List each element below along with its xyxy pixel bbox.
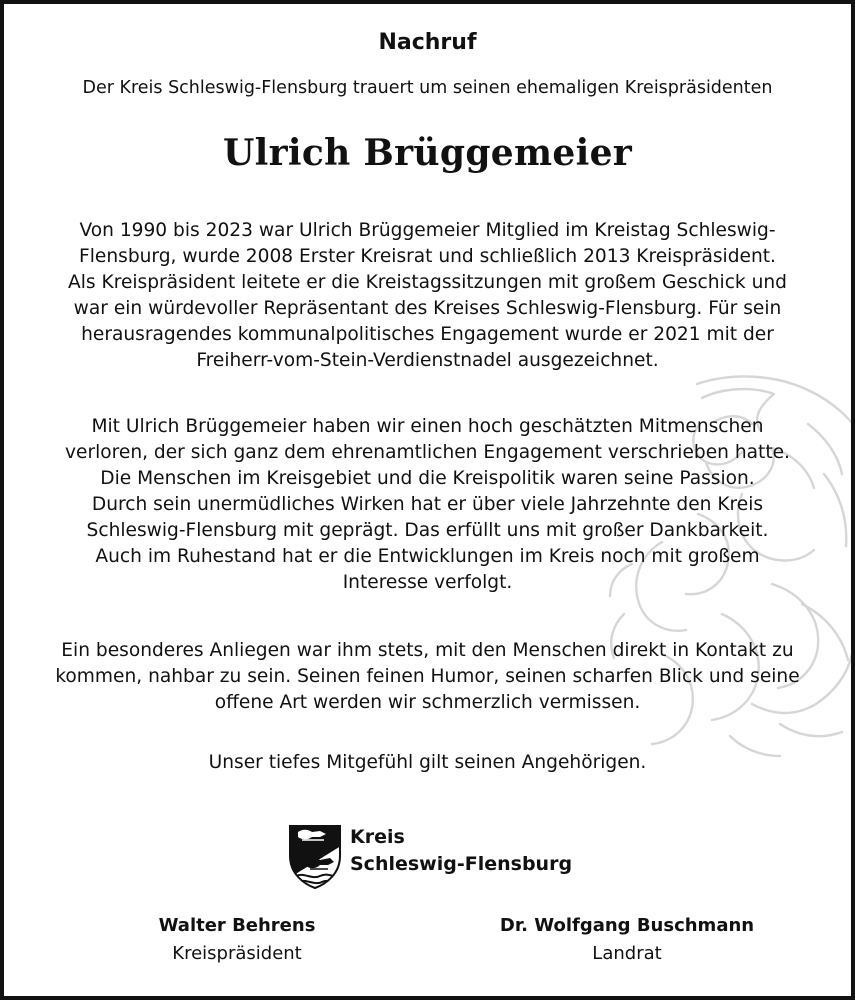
text-line: Die Menschen im Kreisgebiet und die Kreispolitik waren seine Passion.	[100, 468, 755, 489]
text-line: Interesse verfolgt.	[342, 572, 513, 593]
signatory-president	[122, 912, 352, 968]
text-line: kommen, nahbar zu sein. Seinen feinen Humor, seinen scharfen Blick und seine	[55, 666, 800, 687]
text-line: Ein besonderes Anliegen war ihm stets, mit den Menschen direkt in Kontakt zu	[61, 640, 794, 661]
text-line: Auch im Ruhestand hat er die Entwicklungen im Kreis noch mit großem	[95, 546, 760, 567]
text-line: Als Kreispräsident leitete er die Kreistagssitzungen mit großem Geschick und	[68, 272, 787, 293]
coat-of-arms-icon	[286, 822, 344, 890]
notice-intro: Der Kreis Schleswig-Flensburg trauert um seinen ehemaligen Kreispräsidenten	[82, 78, 773, 98]
paragraph-condolence	[44, 750, 811, 776]
paragraph-tribute	[44, 414, 811, 596]
paragraph-personal	[44, 638, 811, 716]
text-line: war ein würdevoller Repräsentant des Kreises Schleswig-Flensburg. Für sein	[73, 298, 782, 319]
district-logo	[286, 822, 572, 892]
district-name	[350, 824, 572, 878]
signatory-name: Dr. Wolfgang Buschmann	[499, 915, 755, 936]
signatory-landrat	[482, 912, 772, 968]
text-line: Mit Ulrich Brüggemeier haben wir einen hoch geschätzten Mitmenschen	[91, 416, 764, 437]
text-line: verloren, der sich ganz dem ehrenamtlichen Engagement verschrieben hatte.	[65, 442, 790, 463]
text-line: herausragendes kommunalpolitisches Engagement wurde er 2021 mit der	[81, 324, 774, 345]
logo-line-kreis: Kreis	[350, 826, 405, 848]
text-line: Durch sein unermüdliches Wirken hat er über viele Jahrzehnte den Kreis	[91, 494, 764, 515]
signatory-title: Kreispräsident	[172, 943, 302, 964]
text-line: Unser tiefes Mitgefühl gilt seinen Angehörigen.	[208, 752, 647, 773]
deceased-name: Ulrich Brüggemeier	[222, 132, 633, 174]
paragraph-career	[44, 218, 811, 374]
text-line: offene Art werden wir schmerzlich vermissen.	[214, 692, 641, 713]
text-line: Von 1990 bis 2023 war Ulrich Brüggemeier Mitglied im Kreistag Schleswig-	[79, 220, 776, 241]
text-line: Schleswig-Flensburg mit geprägt. Das erfüllt uns mit großer Dankbarkeit.	[86, 520, 769, 541]
notice-heading: Nachruf	[378, 30, 477, 55]
text-line: Flensburg, wurde 2008 Erster Kreisrat und schließlich 2013 Kreispräsident.	[79, 246, 776, 267]
signatory-title: Landrat	[592, 943, 662, 964]
logo-line-district: Schleswig-Flensburg	[350, 853, 573, 875]
signatory-name: Walter Behrens	[158, 915, 316, 936]
text-line: Freiherr-vom-Stein-Verdienstnadel ausgezeichnet.	[196, 350, 659, 371]
